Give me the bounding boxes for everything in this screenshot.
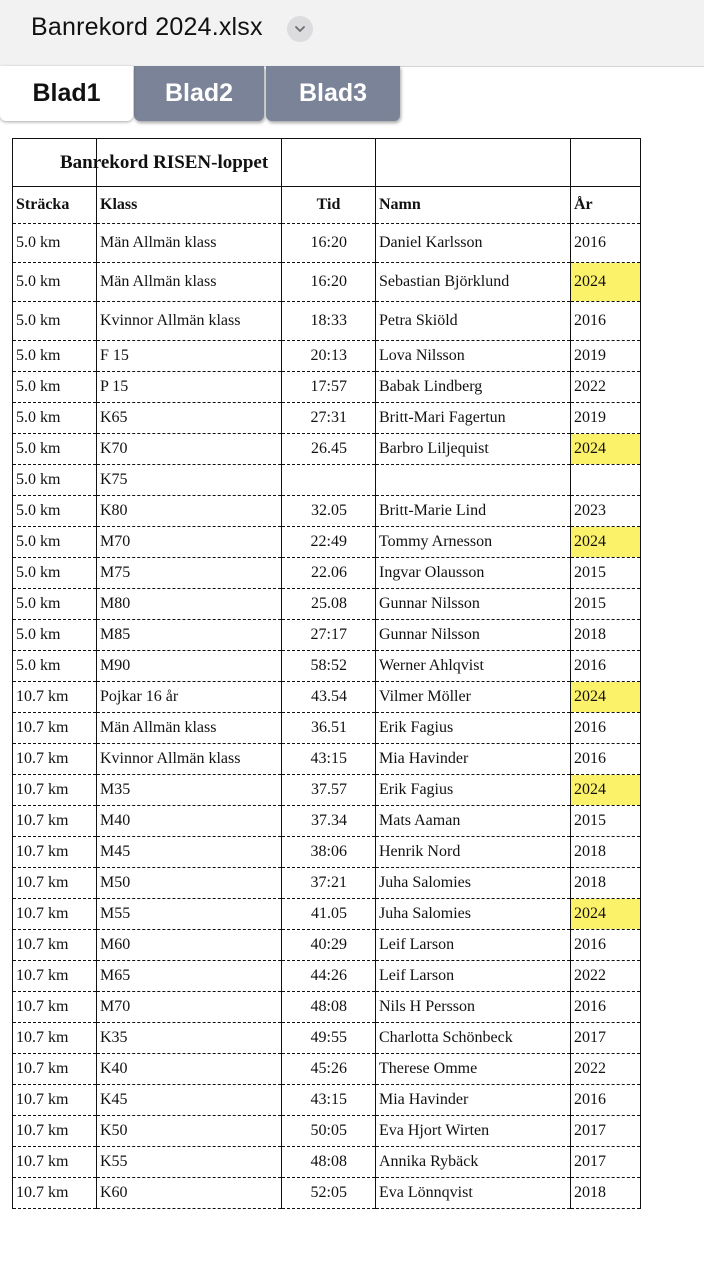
cell-tid[interactable]: 52:05 (282, 1178, 376, 1209)
title-cell-empty[interactable] (282, 139, 376, 187)
cell-stracka[interactable]: 10.7 km (13, 961, 97, 992)
cell-ar[interactable]: 2024 (571, 263, 641, 302)
cell-namn[interactable]: Juha Salomies (376, 899, 571, 930)
table-row (13, 1116, 641, 1147)
cell-klass[interactable]: K65 (97, 403, 282, 434)
cell-ar[interactable]: 2018 (571, 620, 641, 651)
table-row (13, 651, 641, 682)
spreadsheet-grid[interactable] (12, 138, 641, 1209)
cell-stracka[interactable]: 10.7 km (13, 1085, 97, 1116)
cell-tid[interactable]: 20:13 (282, 341, 376, 372)
cell-klass[interactable]: Män Allmän klass (97, 263, 282, 302)
cell-stracka[interactable]: 10.7 km (13, 744, 97, 775)
table-row (13, 1023, 641, 1054)
cell-klass[interactable]: M65 (97, 961, 282, 992)
table-row (13, 263, 641, 302)
sheet-tabbar (0, 66, 704, 124)
cell-stracka[interactable]: 5.0 km (13, 620, 97, 651)
cell-tid[interactable]: 18:33 (282, 302, 376, 341)
table-row (13, 713, 641, 744)
cell-klass[interactable]: M80 (97, 589, 282, 620)
header-klass[interactable]: Klass (97, 187, 282, 224)
cell-klass[interactable]: K75 (97, 465, 282, 496)
cell-ar[interactable]: 2022 (571, 961, 641, 992)
cell-ar[interactable]: 2018 (571, 837, 641, 868)
title-row (13, 139, 641, 187)
table-row (13, 403, 641, 434)
cell-namn[interactable]: Annika Rybäck (376, 1147, 571, 1178)
cell-namn[interactable]: Vilmer Möller (376, 682, 571, 713)
cell-stracka[interactable]: 10.7 km (13, 682, 97, 713)
cell-tid[interactable]: 32.05 (282, 496, 376, 527)
cell-namn[interactable]: Mia Havinder (376, 1085, 571, 1116)
cell-klass[interactable]: K45 (97, 1085, 282, 1116)
file-menu-button[interactable] (287, 16, 313, 42)
header-namn[interactable]: Namn (376, 187, 571, 224)
cell-tid[interactable]: 43:15 (282, 1085, 376, 1116)
cell-tid[interactable]: 27:17 (282, 620, 376, 651)
tab-blad3[interactable]: Blad3 (266, 66, 400, 121)
cell-klass[interactable]: M70 (97, 527, 282, 558)
cell-klass[interactable]: K40 (97, 1054, 282, 1085)
cell-ar[interactable]: 2022 (571, 1054, 641, 1085)
cell-tid[interactable]: 37.34 (282, 806, 376, 837)
cell-klass[interactable]: K80 (97, 496, 282, 527)
cell-klass[interactable]: Pojkar 16 år (97, 682, 282, 713)
header-ar[interactable]: År (571, 187, 641, 224)
cell-klass[interactable]: M60 (97, 930, 282, 961)
cell-stracka[interactable]: 5.0 km (13, 263, 97, 302)
cell-tid[interactable]: 48:08 (282, 992, 376, 1023)
cell-ar[interactable]: 2016 (571, 930, 641, 961)
cell-namn[interactable]: Sebastian Björklund (376, 263, 571, 302)
cell-ar[interactable]: 2022 (571, 372, 641, 403)
table-row (13, 806, 641, 837)
cell-stracka[interactable]: 5.0 km (13, 496, 97, 527)
cell-tid[interactable]: 41.05 (282, 899, 376, 930)
cell-klass[interactable]: Kvinnor Allmän klass (97, 302, 282, 341)
cell-namn[interactable]: Britt-Mari Fagertun (376, 403, 571, 434)
cell-klass[interactable]: K50 (97, 1116, 282, 1147)
cell-stracka[interactable]: 5.0 km (13, 372, 97, 403)
header-stracka[interactable]: Sträcka (13, 187, 97, 224)
cell-tid[interactable]: 22:49 (282, 527, 376, 558)
cell-klass[interactable]: K55 (97, 1147, 282, 1178)
cell-stracka[interactable]: 10.7 km (13, 899, 97, 930)
cell-ar[interactable]: 2016 (571, 651, 641, 682)
cell-ar[interactable] (571, 465, 641, 496)
table-row (13, 589, 641, 620)
table-row (13, 775, 641, 806)
column-header-row (13, 187, 641, 224)
cell-namn[interactable]: Henrik Nord (376, 837, 571, 868)
table-row (13, 961, 641, 992)
cell-ar[interactable]: 2015 (571, 589, 641, 620)
cell-ar[interactable]: 2024 (571, 527, 641, 558)
cell-namn[interactable]: Petra Skiöld (376, 302, 571, 341)
cell-stracka[interactable]: 5.0 km (13, 527, 97, 558)
cell-namn[interactable] (376, 465, 571, 496)
cell-klass[interactable]: M85 (97, 620, 282, 651)
cell-namn[interactable]: Eva Hjort Wirten (376, 1116, 571, 1147)
cell-tid[interactable]: 44:26 (282, 961, 376, 992)
cell-ar[interactable]: 2024 (571, 899, 641, 930)
cell-stracka[interactable]: 10.7 km (13, 775, 97, 806)
cell-namn[interactable]: Erik Fagius (376, 713, 571, 744)
cell-tid[interactable]: 49:55 (282, 1023, 376, 1054)
table-row (13, 527, 641, 558)
table-row (13, 1054, 641, 1085)
cell-ar[interactable]: 2016 (571, 302, 641, 341)
table-row (13, 1147, 641, 1178)
cell-stracka[interactable]: 5.0 km (13, 465, 97, 496)
cell-tid[interactable]: 40:29 (282, 930, 376, 961)
cell-namn[interactable]: Eva Lönnqvist (376, 1178, 571, 1209)
title-cell[interactable] (13, 139, 269, 187)
table-row (13, 1085, 641, 1116)
table-row (13, 1178, 641, 1209)
cell-klass[interactable]: K60 (97, 1178, 282, 1209)
cell-stracka[interactable]: 10.7 km (13, 1147, 97, 1178)
cell-namn[interactable]: Mats Aaman (376, 806, 571, 837)
cell-stracka[interactable]: 5.0 km (13, 434, 97, 465)
cell-klass[interactable]: M70 (97, 992, 282, 1023)
cell-stracka[interactable]: 10.7 km (13, 837, 97, 868)
cell-namn[interactable]: Mia Havinder (376, 744, 571, 775)
cell-namn[interactable]: Juha Salomies (376, 868, 571, 899)
cell-ar[interactable]: 2015 (571, 558, 641, 589)
cell-ar[interactable]: 2016 (571, 992, 641, 1023)
cell-stracka[interactable]: 5.0 km (13, 651, 97, 682)
cell-klass[interactable]: M50 (97, 868, 282, 899)
cell-namn[interactable]: Werner Ahlqvist (376, 651, 571, 682)
cell-ar[interactable]: 2017 (571, 1116, 641, 1147)
cell-tid[interactable]: 45:26 (282, 1054, 376, 1085)
table-row (13, 558, 641, 589)
cell-ar[interactable]: 2023 (571, 496, 641, 527)
cell-ar[interactable]: 2019 (571, 403, 641, 434)
cell-klass[interactable]: Män Allmän klass (97, 224, 282, 263)
cell-klass[interactable]: F 15 (97, 341, 282, 372)
table-row (13, 372, 641, 403)
table-row (13, 744, 641, 775)
cell-stracka[interactable]: 5.0 km (13, 558, 97, 589)
cell-klass[interactable]: M75 (97, 558, 282, 589)
cell-tid[interactable]: 36.51 (282, 713, 376, 744)
cell-klass[interactable]: K35 (97, 1023, 282, 1054)
cell-klass[interactable]: M40 (97, 806, 282, 837)
cell-namn[interactable]: Ingvar Olausson (376, 558, 571, 589)
table-row (13, 930, 641, 961)
cell-klass[interactable]: M55 (97, 899, 282, 930)
header-tid[interactable]: Tid (282, 187, 376, 224)
cell-tid[interactable]: 38:06 (282, 837, 376, 868)
cell-stracka[interactable]: 10.7 km (13, 1023, 97, 1054)
table-row (13, 434, 641, 465)
table-row (13, 868, 641, 899)
cell-stracka[interactable]: 10.7 km (13, 868, 97, 899)
table-row (13, 837, 641, 868)
tab-blad1[interactable]: Blad1 (0, 66, 133, 121)
title-cell-empty[interactable] (571, 139, 641, 187)
cell-ar[interactable]: 2024 (571, 775, 641, 806)
cell-stracka[interactable]: 10.7 km (13, 930, 97, 961)
cell-ar[interactable]: 2024 (571, 434, 641, 465)
cell-ar[interactable]: 2016 (571, 713, 641, 744)
cell-namn[interactable]: Erik Fagius (376, 775, 571, 806)
cell-ar[interactable]: 2018 (571, 868, 641, 899)
cell-stracka[interactable]: 5.0 km (13, 302, 97, 341)
cell-klass[interactable]: M90 (97, 651, 282, 682)
cell-ar[interactable]: 2024 (571, 682, 641, 713)
chevron-down-icon (294, 23, 306, 35)
sheet-title: Banrekord RISEN-loppet (60, 152, 269, 173)
cell-tid[interactable]: 37.57 (282, 775, 376, 806)
cell-stracka[interactable]: 10.7 km (13, 1116, 97, 1147)
cell-tid[interactable]: 16:20 (282, 263, 376, 302)
cell-ar[interactable]: 2018 (571, 1178, 641, 1209)
cell-stracka[interactable]: 5.0 km (13, 589, 97, 620)
cell-tid[interactable]: 22.06 (282, 558, 376, 589)
cell-tid[interactable]: 37:21 (282, 868, 376, 899)
cell-ar[interactable]: 2016 (571, 744, 641, 775)
cell-ar[interactable]: 2019 (571, 341, 641, 372)
cell-tid[interactable]: 58:52 (282, 651, 376, 682)
cell-namn[interactable]: Nils H Persson (376, 992, 571, 1023)
table-row (13, 899, 641, 930)
cell-tid[interactable]: 25.08 (282, 589, 376, 620)
cell-stracka[interactable]: 10.7 km (13, 1178, 97, 1209)
cell-namn[interactable]: Lova Nilsson (376, 341, 571, 372)
cell-tid[interactable]: 43.54 (282, 682, 376, 713)
cell-ar[interactable]: 2015 (571, 806, 641, 837)
table-row (13, 465, 641, 496)
cell-tid[interactable]: 43:15 (282, 744, 376, 775)
cell-tid[interactable]: 50:05 (282, 1116, 376, 1147)
cell-namn[interactable]: Therese Omme (376, 1054, 571, 1085)
file-header (0, 0, 704, 67)
cell-stracka[interactable]: 10.7 km (13, 992, 97, 1023)
cell-namn[interactable]: Daniel Karlsson (376, 224, 571, 263)
table-row (13, 620, 641, 651)
cell-stracka[interactable]: 5.0 km (13, 341, 97, 372)
cell-stracka[interactable]: 10.7 km (13, 713, 97, 744)
cell-klass[interactable]: Män Allmän klass (97, 713, 282, 744)
cell-klass[interactable]: K70 (97, 434, 282, 465)
table-row (13, 302, 641, 341)
cell-namn[interactable]: Barbro Liljequist (376, 434, 571, 465)
table-row (13, 224, 641, 263)
cell-ar[interactable]: 2016 (571, 224, 641, 263)
cell-namn[interactable]: Leif Larson (376, 961, 571, 992)
cell-namn[interactable]: Britt-Marie Lind (376, 496, 571, 527)
file-title: Banrekord 2024.xlsx (31, 13, 263, 41)
table-row (13, 682, 641, 713)
table-row (13, 496, 641, 527)
cell-stracka[interactable]: 10.7 km (13, 1054, 97, 1085)
cell-tid[interactable]: 16:20 (282, 224, 376, 263)
cell-namn[interactable]: Charlotta Schönbeck (376, 1023, 571, 1054)
cell-stracka[interactable]: 10.7 km (13, 806, 97, 837)
cell-namn[interactable]: Tommy Arnesson (376, 527, 571, 558)
cell-ar[interactable]: 2017 (571, 1023, 641, 1054)
cell-ar[interactable]: 2017 (571, 1147, 641, 1178)
cell-klass[interactable]: M35 (97, 775, 282, 806)
cell-namn[interactable]: Gunnar Nilsson (376, 620, 571, 651)
cell-ar[interactable]: 2016 (571, 1085, 641, 1116)
cell-tid[interactable]: 17:57 (282, 372, 376, 403)
cell-stracka[interactable]: 5.0 km (13, 403, 97, 434)
cell-namn[interactable]: Babak Lindberg (376, 372, 571, 403)
cell-stracka[interactable]: 5.0 km (13, 224, 97, 263)
cell-tid[interactable]: 26.45 (282, 434, 376, 465)
records-table (12, 138, 641, 1209)
cell-tid[interactable]: 48:08 (282, 1147, 376, 1178)
table-row (13, 992, 641, 1023)
cell-klass[interactable]: P 15 (97, 372, 282, 403)
table-row (13, 341, 641, 372)
cell-namn[interactable]: Gunnar Nilsson (376, 589, 571, 620)
cell-tid[interactable] (282, 465, 376, 496)
tab-blad2[interactable]: Blad2 (134, 66, 264, 121)
cell-tid[interactable]: 27:31 (282, 403, 376, 434)
cell-klass[interactable]: M45 (97, 837, 282, 868)
cell-klass[interactable]: Kvinnor Allmän klass (97, 744, 282, 775)
cell-namn[interactable]: Leif Larson (376, 930, 571, 961)
title-cell-empty[interactable] (376, 139, 571, 187)
